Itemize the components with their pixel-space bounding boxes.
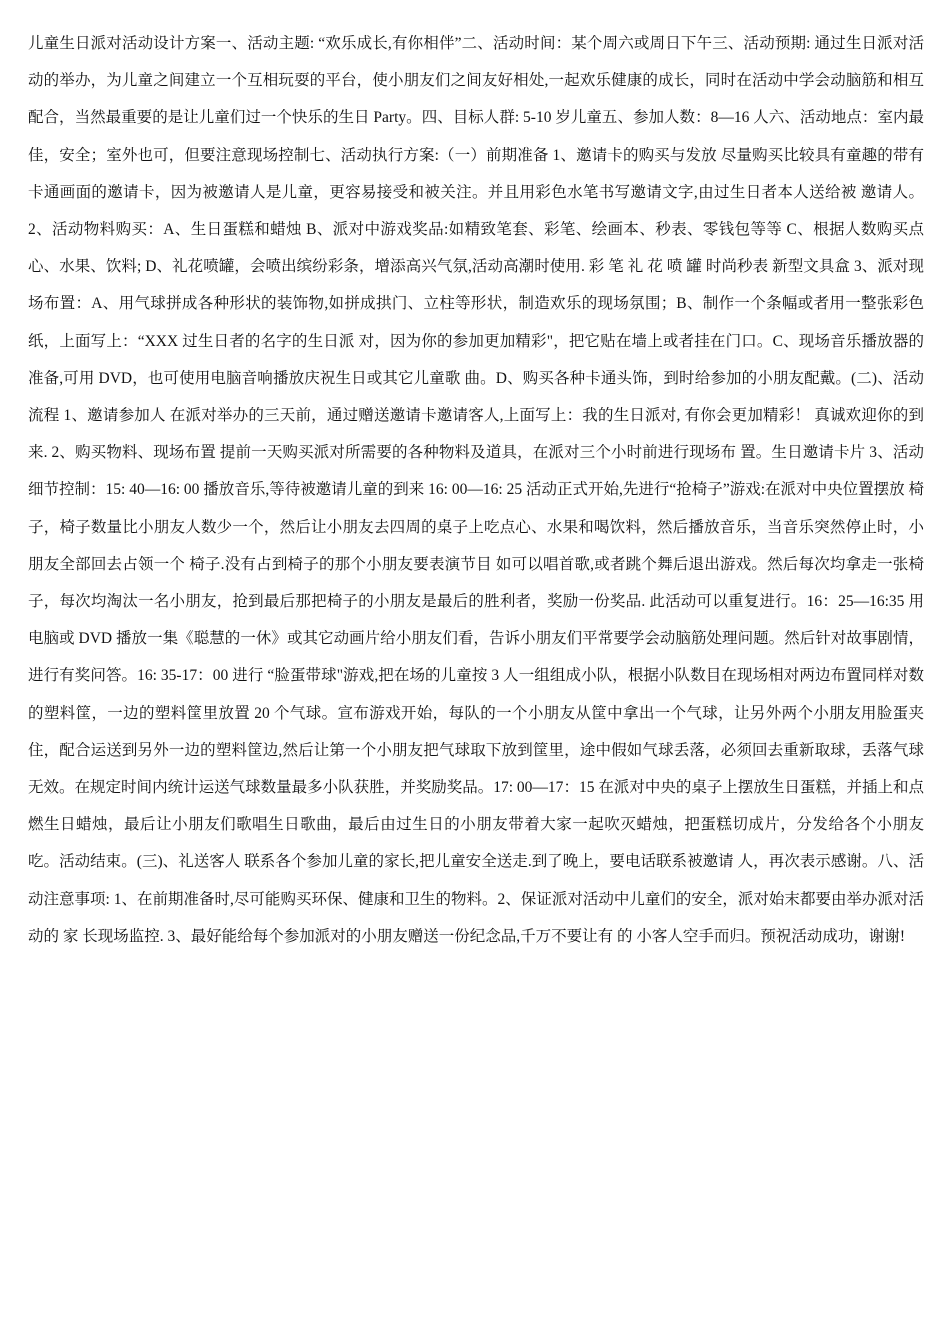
document-body-text: 儿童生日派对活动设计方案一、活动主题: “欢乐成长,有你相伴”二、活动时间：某个周六或周日下午三、活动预期: 通过生日派对活动的举办，为儿童之间建立一个互相玩耍的平台，使小朋友们之间友好相处,一起欢乐健康的成长，同时在活动中学会动脑筋和相互配合，当然最重要的是让儿童们过一个快乐的生日 Party。四、目标人群: 5-10 岁儿童五、参加人数：8—16 人六、活动地点：室内最佳，安全；室外也可，但要注意现场控制七、活动执行方案:（一）前期准备 1、邀请卡的购买与发放 尽量购买比较具有童趣的带有卡通画面的邀请卡，因为被邀请人是儿童，更容易接受和被关注。并且用彩色水笔书写邀请文字,由过生日者本人送给被 邀请人。2、活动物料购买：A、生日蛋糕和蜡烛 B、派对中游戏奖品:如精致笔套、彩笔、绘画本、秒表、零钱包等等 C、根据人数购买点心、水果、饮料; D、礼花喷罐，会喷出缤纷彩条，增添高兴气氛,活动高潮时使用. 彩 笔 礼 花 喷 罐 时尚秒表 新型文具盒 3、派对现场布置：A、用气球拼成各种形状的装饰物,如拼成拱门、立柱等形状，制造欢乐的现场氛围；B、制作一个条幅或者用一整张彩色纸，上面写上：“XXX 过生日者的名字的生日派 对，因为你的参加更加精彩"，把它贴在墙上或者挂在门口。C、现场音乐播放器的准备,可用 DVD，也可使用电脑音响播放庆祝生日或其它儿童歌 曲。D、购买各种卡通头饰，到时给参加的小朋友配戴。(二)、活动流程 1、邀请参加人 在派对举办的三天前，通过赠送邀请卡邀请客人,上面写上：我的生日派对, 有你会更加精彩！ 真诚欢迎你的到来. 2、购买物料、现场布置 提前一天购买派对所需要的各种物料及道具，在派对三个小时前进行现场布 置。生日邀请卡片 3、活动细节控制：15: 40—16: 00 播放音乐,等待被邀请儿童的到来 16: 00—16: 25 活动正式开始,先进行“抢椅子”游戏:在派对中央位置摆放 椅子，椅子数量比小朋友人数少一个，然后让小朋友去四周的桌子上吃点心、水果和喝饮料，然后播放音乐，当音乐突然停止时，小朋友全部回去占领一个 椅子.没有占到椅子的那个小朋友要表演节目 如可以唱首歌,或者跳个舞后退出游戏。然后每次均拿走一张椅子，每次均淘汰一名小朋友，抢到最后那把椅子的小朋友是最后的胜利者，奖励一份奖品. 此活动可以重复进行。16：25—16:35 用电脑或 DVD 播放一集《聪慧的一休》或其它动画片给小朋友们看，告诉小朋友们平常要学会动脑筋处理问题。然后针对故事剧情，进行有奖问答。16: 35-17：00 进行 “脸蛋带球"游戏,把在场的儿童按 3 人一组组成小队，根据小队数目在现场相对两边布置同样对数的塑料筐，一边的塑料筐里放置 20 个气球。宣布游戏开始，每队的一个小朋友从筐中拿出一个气球，让另外两个小朋友用脸蛋夹住，配合运送到另外一边的塑料筐边,然后让第一个小朋友把气球取下放到筐里，途中假如气球丢落，必须回去重新取球，丢落气球无效。在规定时间内统计运送气球数量最多小队获胜，并奖励奖品。17: 00—17：15 在派对中央的桌子上摆放生日蛋糕，并插上和点燃生日蜡烛，最后让小朋友们歌唱生日歌曲，最后由过生日的小朋友带着大家一起吹灭蜡烛，把蛋糕切成片，分发给各个小朋友吃。活动结束。(三)、礼送客人 联系各个参加儿童的家长,把儿童安全送走.到了晚上，要电话联系被邀请 人，再次表示感谢。八、活动注意事项: 1、在前期准备时,尽可能购买环保、健康和卫生的物料。2、保证派对活动中儿童们的安全，派对始末都要由举办派对活动的 家 长现场监控. 3、最好能给每个参加派对的小朋友赠送一份纪念品,千万不要让有 的 小客人空手而归。预祝活动成功，谢谢!	[28, 35, 924, 945]
